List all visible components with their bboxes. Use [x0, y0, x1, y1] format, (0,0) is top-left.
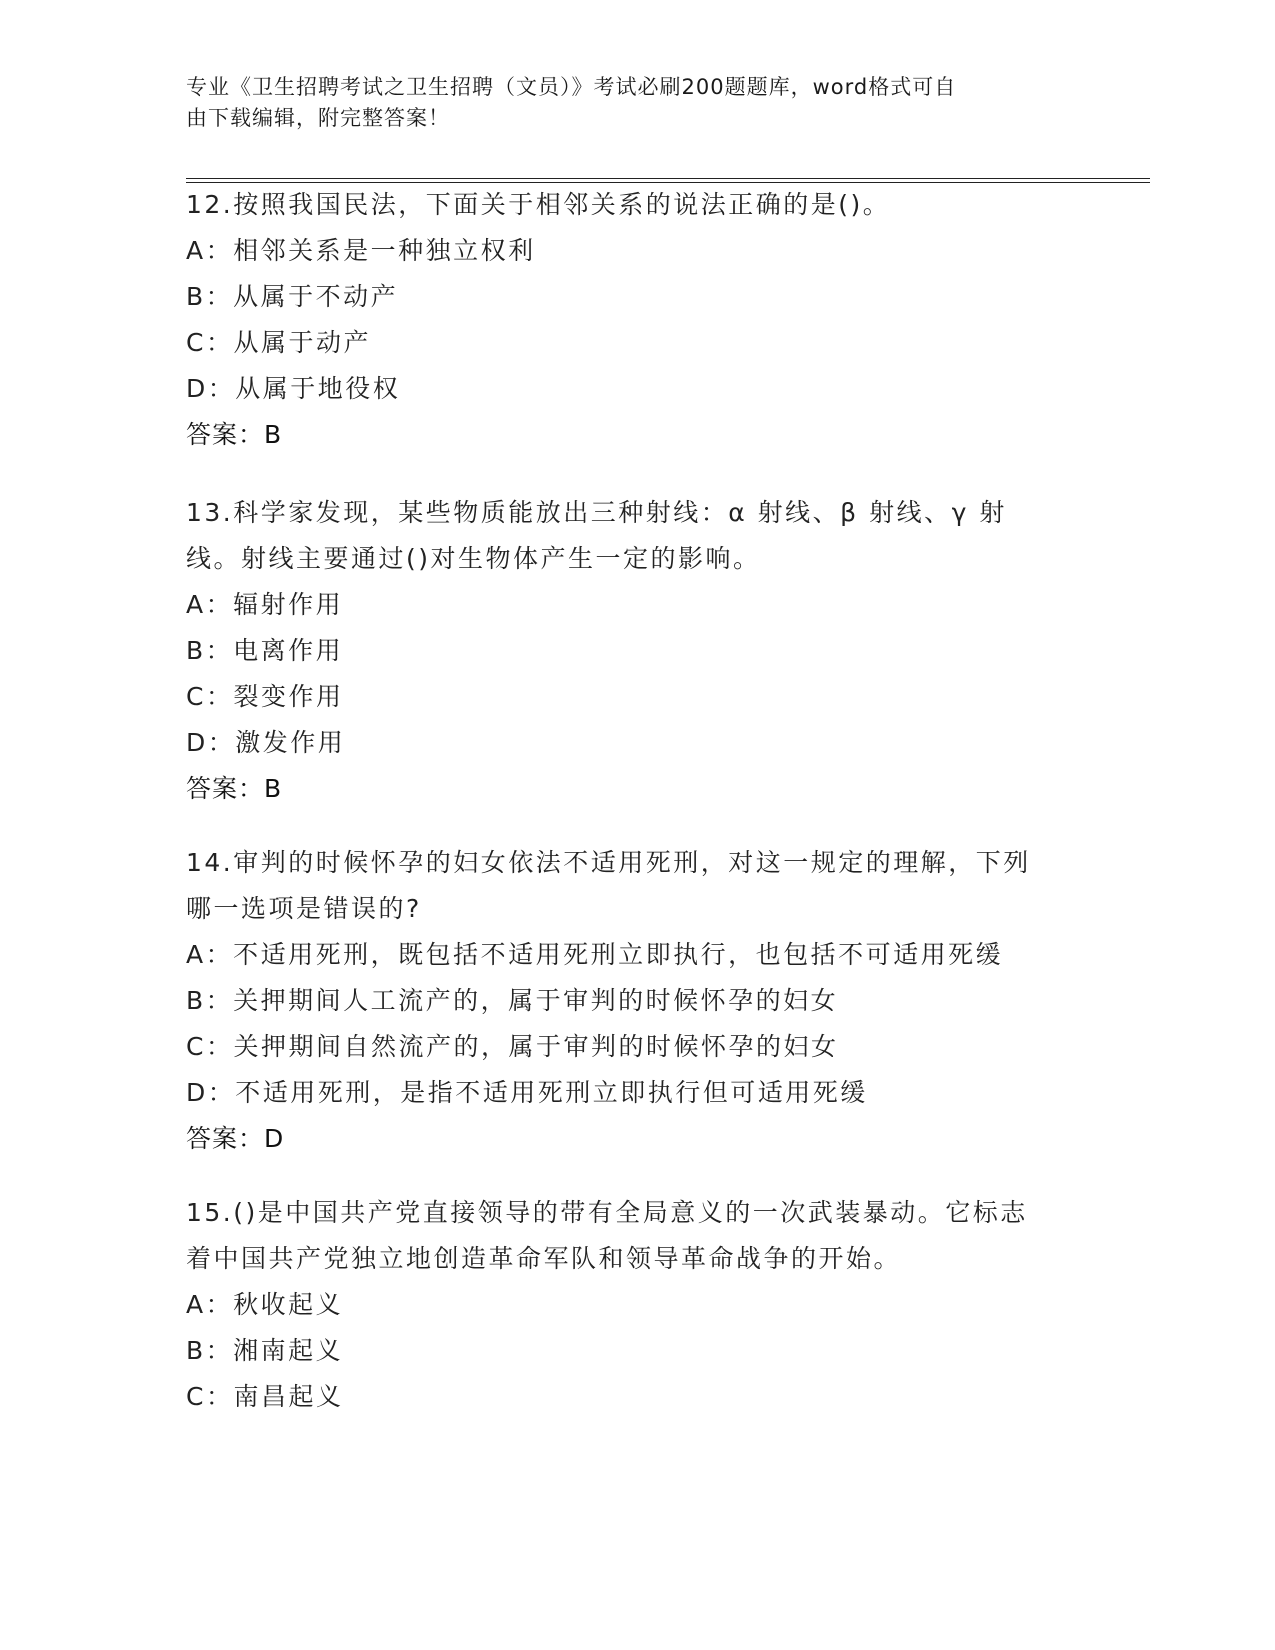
- option-a: A：相邻关系是一种独立权利: [186, 236, 536, 265]
- question-13: [186, 490, 1086, 812]
- option-a: A：秋收起义: [186, 1290, 344, 1319]
- option-a: A：不适用死刑，既包括不适用死刑立即执行，也包括不可适用死缓: [186, 940, 1004, 969]
- answer-value: D: [264, 1124, 285, 1153]
- question-stem-line-2: 哪一选项是错误的?: [186, 894, 422, 923]
- answer-label: 答案：: [186, 774, 265, 803]
- answer-value: B: [264, 774, 283, 803]
- header-line-1: 专业《卫生招聘考试之卫生招聘（文员）》考试必刷200题题库，word格式可自: [186, 75, 957, 99]
- option-b: B：湘南起义: [186, 1336, 344, 1365]
- answer-line: [186, 766, 1086, 812]
- option-d: D：激发作用: [186, 728, 346, 757]
- answer-line: [186, 412, 1086, 458]
- answer-line: [186, 1116, 1086, 1162]
- question-stem-line-1: 15.()是中国共产党直接领导的带有全局意义的一次武装暴动。它标志: [186, 1198, 1028, 1227]
- header-line-2: 由下载编辑，附完整答案！: [186, 106, 450, 130]
- option-a: A：辐射作用: [186, 590, 344, 619]
- question-stem: 12.按照我国民法，下面关于相邻关系的说法正确的是()。: [186, 190, 891, 219]
- option-d: D：从属于地役权: [186, 374, 401, 403]
- question-stem-line-1: 13.科学家发现，某些物质能放出三种射线：α 射线、β 射线、γ 射: [186, 498, 1007, 527]
- document-header: [186, 72, 1066, 134]
- answer-label: 答案：: [186, 420, 265, 449]
- option-b: B：关押期间人工流产的，属于审判的时候怀孕的妇女: [186, 986, 839, 1015]
- option-d: D：不适用死刑，是指不适用死刑立即执行但可适用死缓: [186, 1078, 868, 1107]
- answer-value: B: [264, 420, 283, 449]
- question-12: [186, 182, 1086, 458]
- option-c: C：裂变作用: [186, 682, 344, 711]
- question-15: [186, 1190, 1086, 1420]
- question-stem-line-2: 着中国共产党独立地创造革命军队和领导革命战争的开始。: [186, 1244, 902, 1273]
- option-c: C：南昌起义: [186, 1382, 344, 1411]
- answer-label: 答案：: [186, 1124, 265, 1153]
- option-b: B：从属于不动产: [186, 282, 399, 311]
- question-14: [186, 840, 1086, 1162]
- question-stem-line-1: 14.审判的时候怀孕的妇女依法不适用死刑，对这一规定的理解，下列: [186, 848, 1031, 877]
- option-c: C：关押期间自然流产的，属于审判的时候怀孕的妇女: [186, 1032, 839, 1061]
- header-divider-top: [186, 178, 1150, 179]
- option-b: B：电离作用: [186, 636, 344, 665]
- question-stem-line-2: 线。射线主要通过()对生物体产生一定的影响。: [186, 544, 761, 573]
- option-c: C：从属于动产: [186, 328, 371, 357]
